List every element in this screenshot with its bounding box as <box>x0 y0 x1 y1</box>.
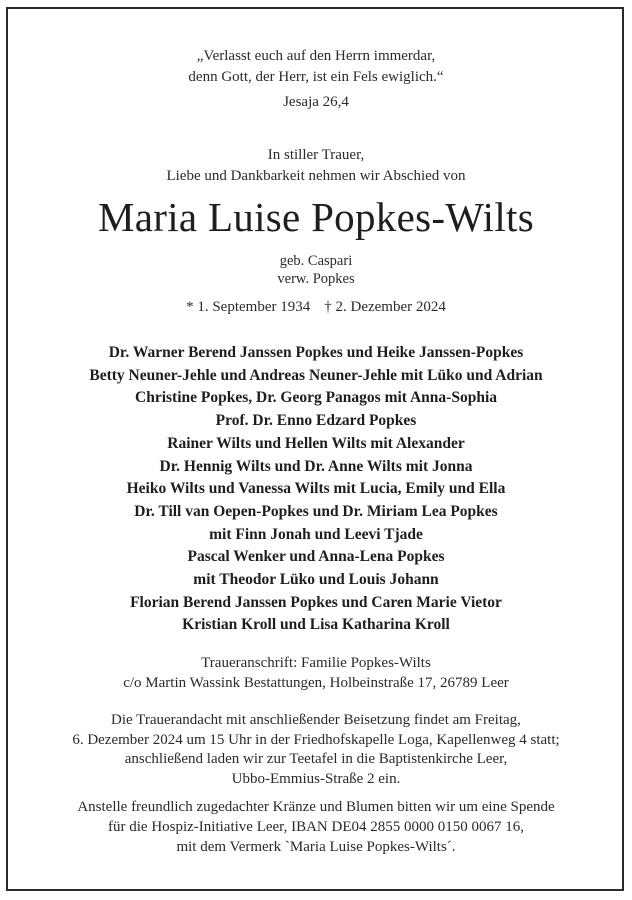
maiden-names <box>0 252 632 288</box>
service-line: Ubbo-Emmius-Straße 2 ein. <box>231 770 401 787</box>
life-dates <box>0 299 632 316</box>
mourner-line: Prof. Dr. Enno Edzard Popkes <box>215 412 417 430</box>
donation-line: Anstelle freundlich zugedachter Kränze und Blumen bitten wir um eine Spende <box>77 799 555 815</box>
donation-line: für die Hospiz-Initiative Leer, IBAN DE04 2855 0000 0150 0067 16, <box>108 819 524 835</box>
mourner-line: Heiko Wilts und Vanessa Wilts mit Lucia, Emily und Ella <box>126 480 506 498</box>
widowed-name: verw. Popkes <box>277 271 355 287</box>
donation-line: mit dem Vermerk `Maria Luise Popkes-Wilts´. <box>176 839 456 855</box>
quote-reference: Jesaja 26,4 <box>283 94 349 110</box>
mourner-line: Pascal Wenker und Anna-Lena Popkes <box>187 548 445 566</box>
mourners-list <box>0 342 632 637</box>
mourner-line: mit Finn Jonah und Leevi Tjade <box>209 525 423 543</box>
mourner-line: Betty Neuner-Jehle und Andreas Neuner-Jehle mit Lüko und Adrian <box>89 366 543 384</box>
intro-line-2: Liebe und Dankbarkeit nehmen wir Abschied von <box>166 168 466 184</box>
intro-text <box>0 145 632 187</box>
mourner-line: Kristian Kroll und Lisa Katharina Kroll <box>182 616 450 634</box>
death-date: † 2. Dezember 2024 <box>324 299 446 315</box>
service-line: Die Trauerandacht mit anschließender Beisetzung findet am Freitag, <box>111 712 521 728</box>
donation-request <box>0 797 632 857</box>
birth-date: * 1. September 1934 <box>186 299 311 315</box>
mourner-line: Dr. Warner Berend Janssen Popkes und Heike Janssen-Popkes <box>108 344 524 361</box>
service-line: anschließend laden wir zur Teetafel in die Baptistenkirche Leer, <box>124 751 508 767</box>
quote-line-1: „Verlasst euch auf den Herrn immerdar, <box>196 48 436 64</box>
mourner-line: Dr. Hennig Wilts und Dr. Anne Wilts mit Jonna <box>159 457 473 475</box>
mourning-address <box>0 653 632 693</box>
mourner-line: Dr. Till van Oepen-Popkes und Dr. Miriam Lea Popkes <box>134 502 498 520</box>
service-info <box>0 711 632 789</box>
address-line-1: Traueranschrift: Familie Popkes-Wilts <box>201 655 431 671</box>
born-name: geb. Caspari <box>279 253 353 269</box>
deceased-name: Maria Luise Popkes-Wilts <box>98 194 534 240</box>
mourner-line: Christine Popkes, Dr. Georg Panagos mit Anna-Sophia <box>135 389 497 407</box>
address-line-2: c/o Martin Wassink Bestattungen, Holbeinstraße 17, 26789 Leer <box>123 675 509 691</box>
mourner-line: Rainer Wilts und Hellen Wilts mit Alexander <box>167 434 465 452</box>
quote-line-2: denn Gott, der Herr, ist ein Fels ewiglich.“ <box>188 69 444 85</box>
mourner-line: Florian Berend Janssen Popkes und Caren Marie Vietor <box>130 593 502 611</box>
intro-line-1: In stiller Trauer, <box>267 147 365 163</box>
mourner-line: mit Theodor Lüko und Louis Johann <box>193 571 439 589</box>
bible-quote <box>0 46 632 88</box>
service-line: 6. Dezember 2024 um 15 Uhr in der Friedhofskapelle Loga, Kapellenweg 4 statt; <box>72 731 560 748</box>
